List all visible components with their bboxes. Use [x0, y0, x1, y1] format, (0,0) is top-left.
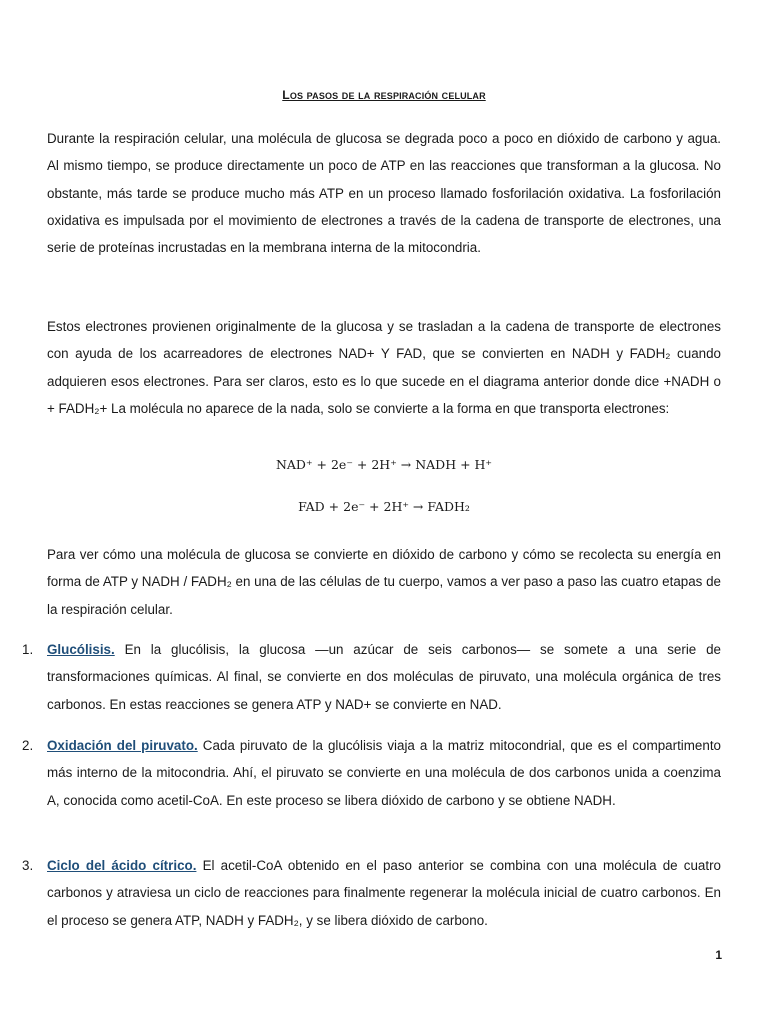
list-item-number: 3.	[22, 858, 34, 873]
list-item-text: El acetil-CoA obtenido en el paso anterior se combina con una molécula de cuatro carbonos y atraviesa un ciclo de reacciones para finalmente regenerar la molécula inicial de cuatro carbonos. En el proceso se genera ATP, NADH y FADH₂, y se libera dióxido de carbono.	[47, 858, 721, 928]
list-item-body	[47, 636, 721, 718]
paragraph-stages: Para ver cómo una molécula de glucosa se convierte en dióxido de carbono y cómo se recolecta su energía en forma de ATP y NADH / FADH₂ en una de las células de tu cuerpo, vamos a ver paso a paso las cuatro etapas de la respiración celular.	[47, 547, 721, 617]
page-number: 1	[715, 948, 722, 962]
list-item-text: Cada piruvato de la glucólisis viaja a la matriz mitocondrial, que es el compartimento más interno de la mitocondria. Ahí, el piruvato se convierte en una molécula de dos carbonos unida a coenzima A, conocida como acetil-CoA. En este proceso se libera dióxido de carbono y se obtiene NADH.	[47, 738, 721, 808]
citric-acid-cycle-link[interactable]: Ciclo del ácido cítrico.	[47, 858, 197, 873]
paragraph-electrons: Estos electrones provienen originalmente de la glucosa y se trasladan a la cadena de transporte de electrones con ayuda de los acarreadores de electrones NAD+ Y FAD, que se convierten en NADH y FADH₂ cuando adquieren esos electrones. Para ser claros, esto es lo que sucede en el diagrama anterior donde dice +NADH o + FADH₂+ La molécula no aparece de la nada, solo se convierte a la forma en que transporta electrones:	[47, 319, 721, 416]
list-item-body	[47, 732, 721, 814]
equation-nad: NAD⁺ + 2e⁻ + 2H⁺ → NADH + H⁺	[275, 457, 493, 472]
paragraph-intro: Durante la respiración celular, una molécula de glucosa se degrada poco a poco en dióxido de carbono y agua. Al mismo tiempo, se produce directamente un poco de ATP en las reacciones que transforman a la glucosa. No obstante, más tarde se produce mucho más ATP en un proceso llamado fosforilación oxidativa. La fosforilación oxidativa es impulsada por el movimiento de electrones a través de la cadena de transporte de electrones, una serie de proteínas incrustadas en la membrana interna de la mitocondria.	[47, 131, 721, 256]
list-item-text: En la glucólisis, la glucosa —un azúcar de seis carbonos— se somete a una serie de transformaciones químicas. Al final, se convierte en dos moléculas de piruvato, una molécula orgánica de tres carbonos. En estas reacciones se genera ATP y NAD+ se convierte en NAD.	[47, 642, 721, 712]
pyruvate-oxidation-link[interactable]: Oxidación del piruvato.	[47, 738, 198, 753]
equation-fad: FAD + 2e⁻ + 2H⁺ → FADH₂	[298, 499, 470, 514]
list-item-number: 1.	[22, 642, 34, 657]
document-title: Los pasos de la respiración celular	[282, 88, 486, 102]
glycolysis-link[interactable]: Glucólisis.	[47, 642, 115, 657]
list-item-body	[47, 852, 721, 934]
list-item-number: 2.	[22, 738, 34, 753]
